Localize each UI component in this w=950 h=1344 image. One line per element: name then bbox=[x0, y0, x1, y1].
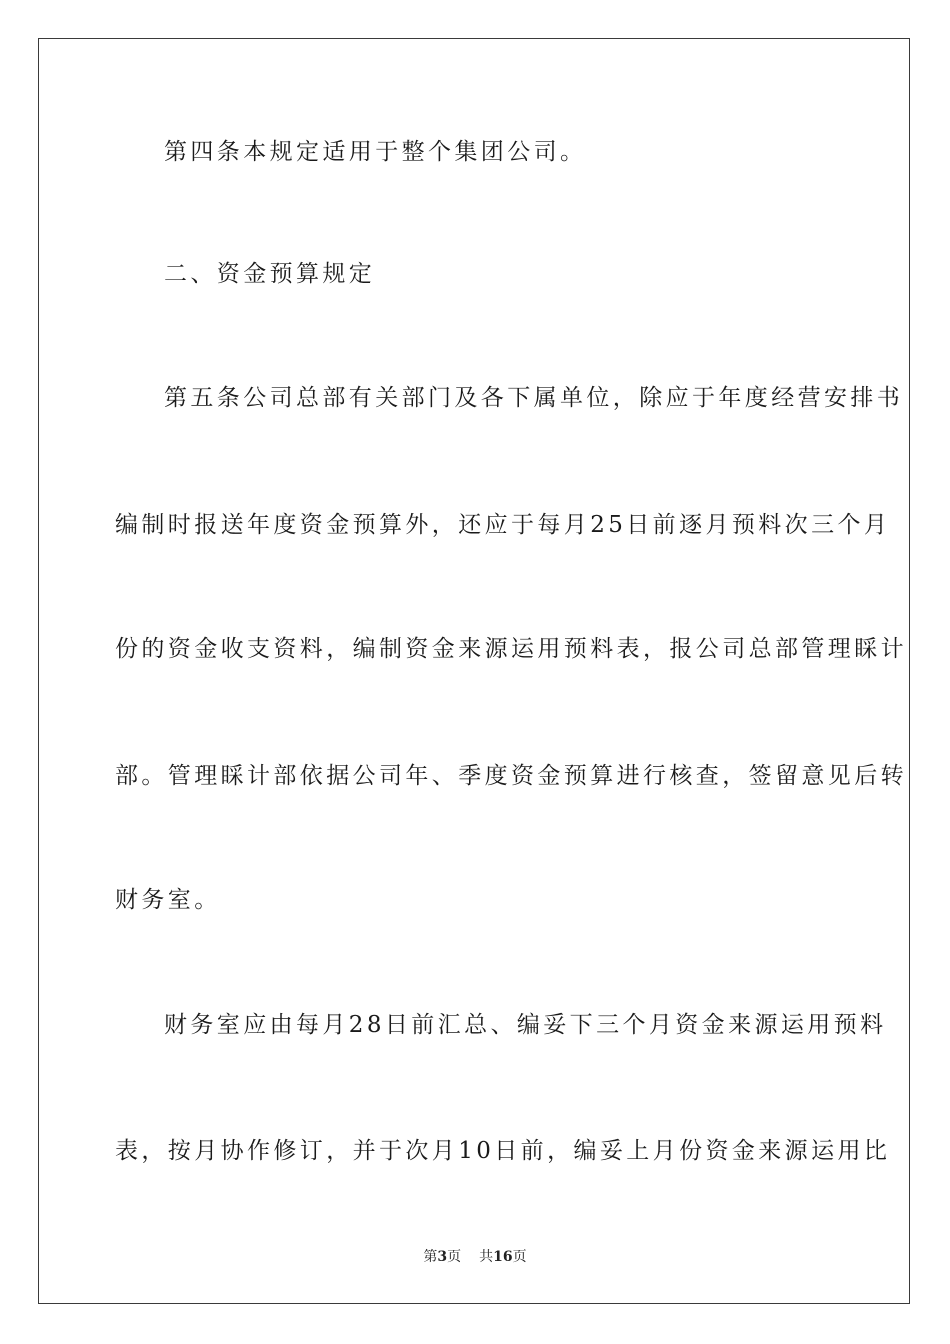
page-number: 3 bbox=[437, 1249, 448, 1265]
paragraph-line: 编制时报送年度资金预算外，还应于每月25日前逐月预料次三个月 bbox=[115, 512, 891, 538]
paragraph-line: 份的资金收支资料，编制资金来源运用预料表，报公司总部管理睬计 bbox=[115, 636, 907, 662]
total-pages: 16 bbox=[493, 1249, 513, 1265]
page-border bbox=[38, 38, 910, 1304]
page-prefix: 第 bbox=[423, 1249, 438, 1265]
paragraph-line: 第四条本规定适用于整个集团公司。 bbox=[164, 139, 587, 165]
total-suffix: 页 bbox=[512, 1249, 527, 1265]
page-footer bbox=[0, 1246, 950, 1266]
paragraph-line: 表，按月协作修订，并于次月10日前，编妥上月份资金来源运用比 bbox=[115, 1138, 891, 1164]
paragraph-line: 财务室。 bbox=[115, 887, 221, 913]
paragraph-line: 第五条公司总部有关部门及各下属单位，除应于年度经营安排书 bbox=[164, 385, 904, 411]
paragraph-line: 部。管理睬计部依据公司年、季度资金预算进行核查，签留意见后转 bbox=[115, 763, 907, 789]
page-suffix: 页 bbox=[447, 1249, 462, 1265]
section-heading: 二、资金预算规定 bbox=[164, 261, 376, 287]
total-prefix: 共 bbox=[479, 1249, 494, 1265]
paragraph-line: 财务室应由每月28日前汇总、编妥下三个月资金来源运用预料 bbox=[164, 1012, 887, 1038]
